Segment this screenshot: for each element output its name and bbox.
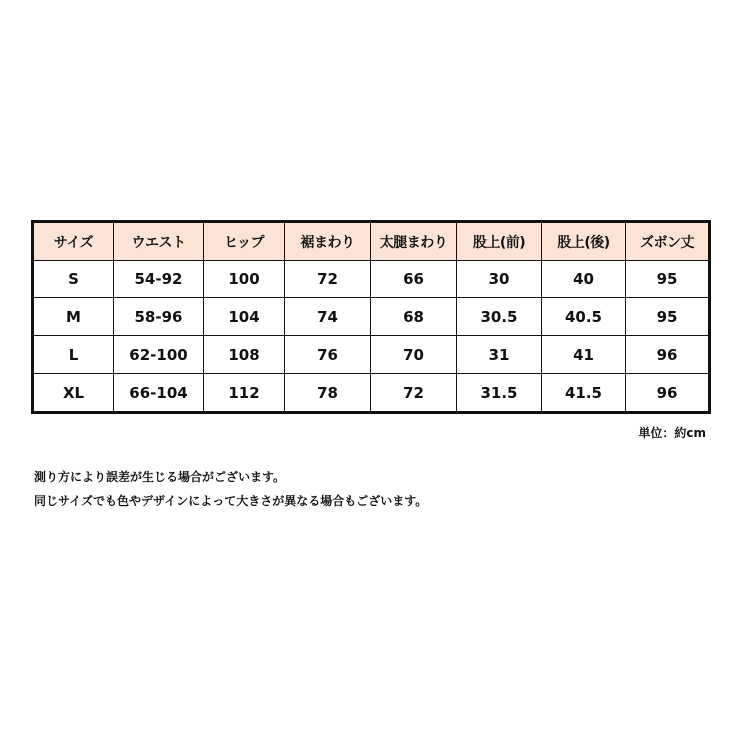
header-cell-front-rise: 股上(前): [457, 222, 542, 261]
table-row: [33, 298, 710, 336]
table-cell: 30.5: [457, 298, 542, 336]
table-cell: 96: [626, 336, 710, 374]
table-cell: 95: [626, 298, 710, 336]
table-cell: 104: [204, 298, 285, 336]
table-cell: 41.5: [542, 374, 626, 413]
header-cell-length: ズボン丈: [626, 222, 710, 261]
table-cell: 41: [542, 336, 626, 374]
table-cell: 68: [371, 298, 457, 336]
table-cell: 40: [542, 261, 626, 298]
table-cell: 30: [457, 261, 542, 298]
header-cell-hem: 裾まわり: [285, 222, 371, 261]
table-cell: L: [33, 336, 114, 374]
header-cell-back-rise: 股上(後): [542, 222, 626, 261]
table-cell: 108: [204, 336, 285, 374]
table-cell: 95: [626, 261, 710, 298]
table-cell: 96: [626, 374, 710, 413]
table-row: [33, 374, 710, 413]
table-row: [33, 261, 710, 298]
table-cell: 72: [371, 374, 457, 413]
header-cell-waist: ウエスト: [114, 222, 204, 261]
note-line: 測り方により誤差が生じる場合がございます。: [34, 470, 286, 484]
table-cell: 76: [285, 336, 371, 374]
table-cell: 31: [457, 336, 542, 374]
table-cell: 66: [371, 261, 457, 298]
table-cell: M: [33, 298, 114, 336]
header-cell-thigh: 太腿まわり: [371, 222, 457, 261]
table-cell: 78: [285, 374, 371, 413]
table-cell: 72: [285, 261, 371, 298]
table-cell: 74: [285, 298, 371, 336]
size-chart-table: [31, 220, 711, 414]
table-cell: 40.5: [542, 298, 626, 336]
table-cell: 66-104: [114, 374, 204, 413]
table-cell: XL: [33, 374, 114, 413]
table-cell: S: [33, 261, 114, 298]
unit-note: 単位：約cm: [638, 426, 706, 440]
table-cell: 70: [371, 336, 457, 374]
table-cell: 112: [204, 374, 285, 413]
table-cell: 54-92: [114, 261, 204, 298]
table-cell: 62-100: [114, 336, 204, 374]
table-header-row: [33, 222, 710, 261]
header-cell-hip: ヒップ: [204, 222, 285, 261]
table-row: [33, 336, 710, 374]
measurement-notes: [34, 465, 427, 513]
header-cell-size: サイズ: [33, 222, 114, 261]
table-cell: 100: [204, 261, 285, 298]
table-cell: 58-96: [114, 298, 204, 336]
table-cell: 31.5: [457, 374, 542, 413]
note-line: 同じサイズでも色やデザインによって大きさが異なる場合もございます。: [34, 494, 428, 508]
